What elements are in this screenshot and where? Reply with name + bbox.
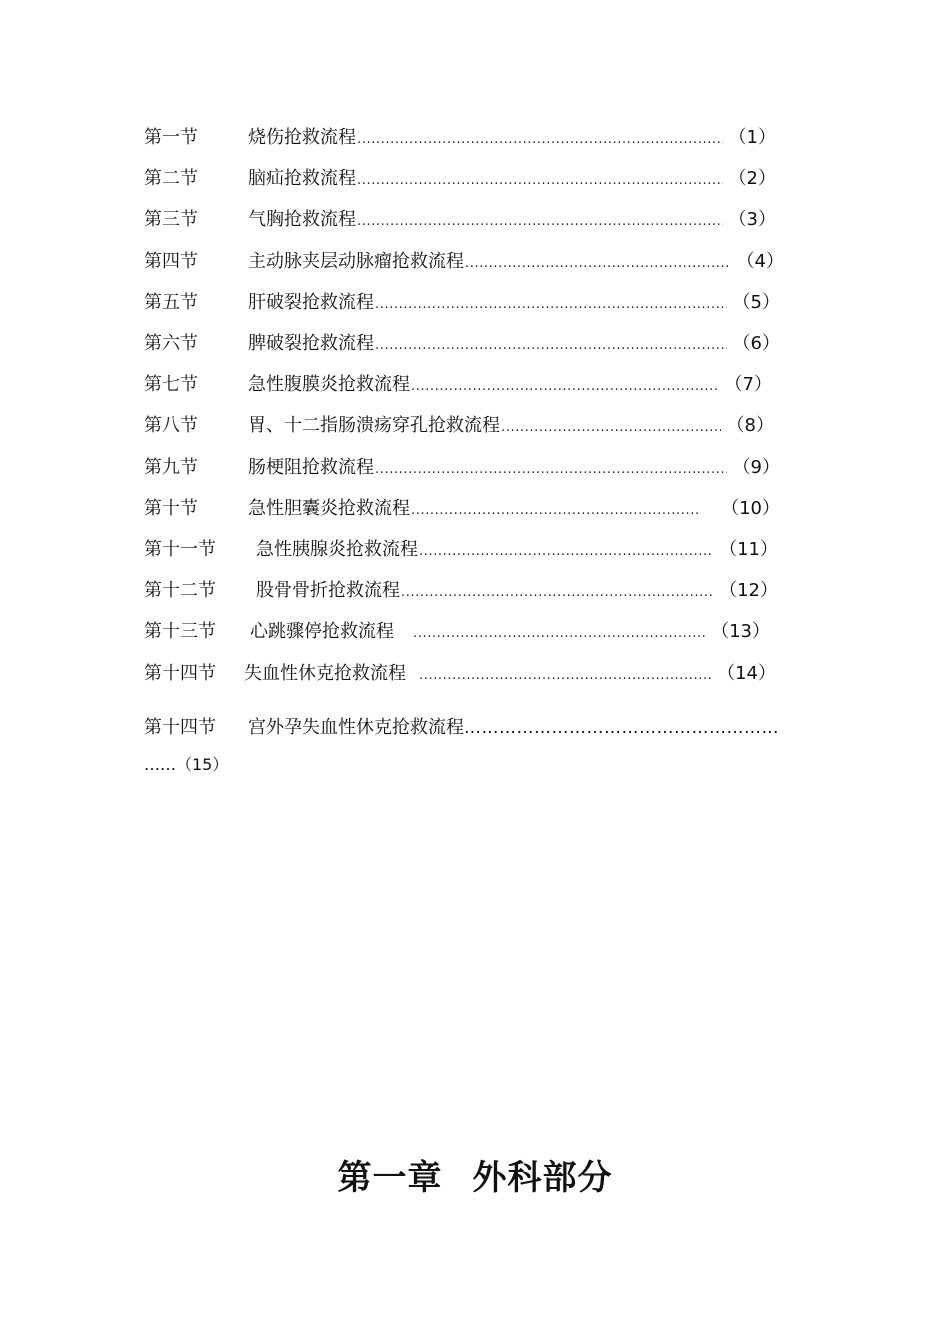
toc-dot-leader — [410, 497, 701, 525]
toc-section-number: 第十一节 — [144, 539, 216, 560]
toc-page-number: （9） — [732, 456, 780, 478]
toc-section-number: 第八节 — [144, 415, 198, 437]
toc-page-number: （3） — [728, 209, 776, 231]
toc-row — [144, 165, 824, 206]
chapter-title: 外科部分 — [472, 1158, 613, 1198]
toc-title: 心跳骤停抢救流程 — [250, 621, 394, 643]
toc-section-number: 第五节 — [144, 291, 198, 313]
toc-section-number: 第九节 — [144, 456, 198, 478]
chapter-label: 第一章 — [337, 1158, 443, 1198]
toc-title: 急性胆囊炎抢救流程 — [248, 497, 410, 519]
toc-dot-leader: ……………………………………………… — [464, 718, 779, 738]
toc-title: 失血性休克抢救流程 — [244, 662, 406, 684]
toc-row — [144, 660, 824, 701]
toc-section-number: 第十三节 — [144, 621, 216, 643]
toc-row — [144, 206, 824, 247]
toc-page-number: （10） — [721, 497, 780, 519]
toc-page-number: （11） — [719, 539, 778, 560]
toc-page-number: （13） — [711, 621, 770, 643]
toc-section-number: 第二节 — [144, 168, 198, 190]
toc-page-number: （14） — [717, 662, 776, 684]
toc-dot-leader — [374, 456, 727, 484]
toc-section-number: 第六节 — [144, 333, 198, 354]
toc-row — [144, 289, 824, 330]
toc-row — [144, 330, 824, 371]
toc-dot-leader — [374, 291, 727, 319]
chapter-heading — [0, 1150, 950, 1199]
toc-title: 急性腹膜炎抢救流程 — [248, 374, 410, 396]
toc-section-number: 第四节 — [144, 250, 198, 272]
toc-page-number: （4） — [736, 250, 784, 272]
toc-row — [144, 248, 824, 289]
toc-row — [144, 577, 824, 618]
toc-dot-leader — [356, 208, 723, 236]
toc-page-number: （5） — [732, 291, 780, 313]
toc-section-number: 第十四节 — [144, 662, 216, 684]
toc-row — [144, 618, 824, 659]
toc-row — [144, 536, 824, 577]
toc-page-number: （2） — [728, 168, 776, 190]
toc-title: 胃、十二指肠溃疡穿孔抢救流程 — [248, 415, 500, 437]
toc-title: 气胸抢救流程 — [248, 209, 356, 231]
toc-title: 股骨骨折抢救流程 — [256, 580, 400, 602]
toc-dot-leader — [374, 332, 727, 360]
toc-section-number: 第一节 — [144, 127, 198, 148]
toc-section-number: 第十节 — [144, 497, 198, 519]
toc-title: 急性胰腺炎抢救流程 — [256, 539, 418, 560]
toc-title: 脾破裂抢救流程 — [248, 333, 374, 354]
toc-page-number: （6） — [732, 333, 780, 354]
toc-row — [144, 412, 824, 453]
toc-row — [144, 371, 824, 412]
toc-row-last — [144, 713, 824, 739]
toc-page-number: （8） — [726, 415, 774, 437]
toc-row — [144, 495, 824, 536]
toc-title: 肠梗阻抢救流程 — [248, 456, 374, 478]
toc-section-number: 第三节 — [144, 209, 198, 231]
toc-row — [144, 454, 824, 495]
toc-page-number: （12） — [719, 580, 778, 602]
toc-dot-leader — [356, 167, 723, 195]
toc-dot-leader — [500, 414, 721, 442]
toc-section-number: 第七节 — [144, 374, 198, 396]
toc-page-number: （1） — [728, 127, 776, 148]
toc-dot-leader — [400, 579, 713, 607]
toc-dot-leader — [418, 662, 711, 690]
toc-page-number: （7） — [724, 374, 772, 396]
toc-dot-leader — [410, 373, 719, 401]
toc-title: 烧伤抢救流程 — [248, 127, 356, 148]
toc-page-number: ……（15） — [144, 755, 229, 774]
toc-dot-leader — [356, 126, 723, 154]
toc-title: 主动脉夹层动脉瘤抢救流程 — [248, 250, 464, 272]
toc-title: 脑疝抢救流程 — [248, 168, 356, 190]
toc-title: 肝破裂抢救流程 — [248, 291, 374, 313]
toc-dot-leader — [412, 620, 705, 648]
toc-dot-leader — [464, 250, 731, 278]
toc-row — [144, 124, 824, 165]
toc-section-number: 第十二节 — [144, 580, 216, 602]
toc-section-number: 第十四节 — [144, 717, 216, 738]
toc-title: 宫外孕失血性休克抢救流程 — [248, 717, 464, 738]
toc-dot-leader — [418, 538, 713, 566]
